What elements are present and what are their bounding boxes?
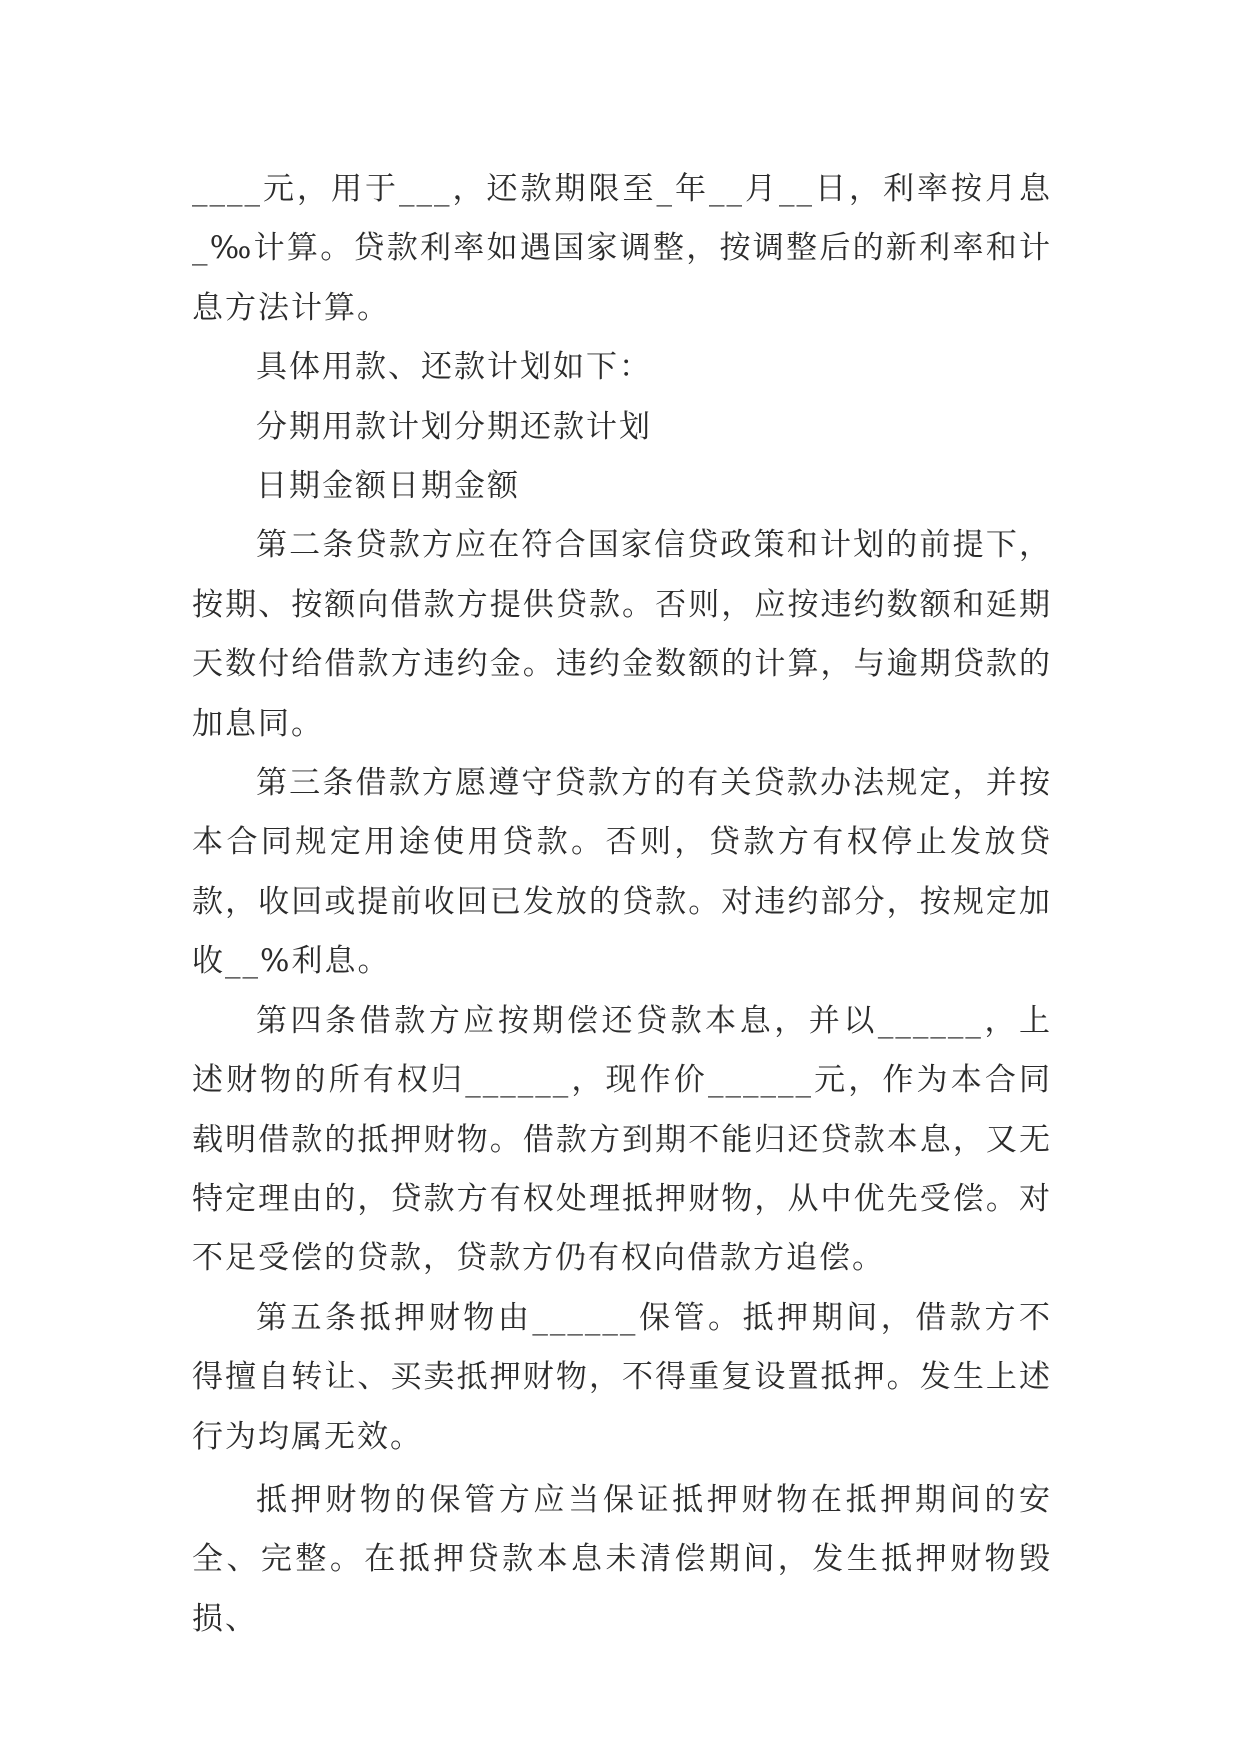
paragraph-schedule-headings: 分期用款计划分期还款计划 [256,408,652,445]
document-body [192,160,1052,1649]
paragraph-schedule-columns: 日期金额日期金额 [256,468,520,505]
paragraph-schedule-intro: 具体用款、还款计划如下： [256,349,652,386]
paragraph-article-2: 第二条贷款方应在符合国家信贷政策和计划的前提下，按期、按额向借款方提供贷款。否则，应按违约数额和延期天数付给借款方违约金。违约金数额的计算，与逾期贷款的加息同。 [192,527,1052,742]
paragraph-loan-terms: ____元，用于___，还款期限至_年__月__日，利率按月息_‰计算。贷款利率如遇国家调整，按调整后的新利率和计息方法计算。 [192,171,1052,326]
paragraph-article-5: 第五条抵押财物由______保管。抵押期间，借款方不得擅自转让、买卖抵押财物，不得重复设置抵押。发生上述行为均属无效。 [192,1299,1052,1455]
paragraph-article-3: 第三条借款方愿遵守贷款方的有关贷款办法规定，并按本合同规定用途使用贷款。否则，贷款方有权停止发放贷款，收回或提前收回已发放的贷款。对违约部分，按规定加收__%利息。 [192,765,1052,980]
paragraph-article-4: 第四条借款方应按期偿还贷款本息，并以______，上述财物的所有权归______，现作价______元，作为本合同载明借款的抵押财物。借款方到期不能归还贷款本息，又无特定理由的，贷款方有权处理抵押财物，从中优先受偿。对不足受偿的贷款，贷款方仍有权向借款方追偿。 [192,1002,1052,1277]
paragraph-custody: 抵押财物的保管方应当保证抵押财物在抵押期间的安全、完整。在抵押贷款本息未清偿期间，发生抵押财物毁损、 [192,1481,1052,1637]
